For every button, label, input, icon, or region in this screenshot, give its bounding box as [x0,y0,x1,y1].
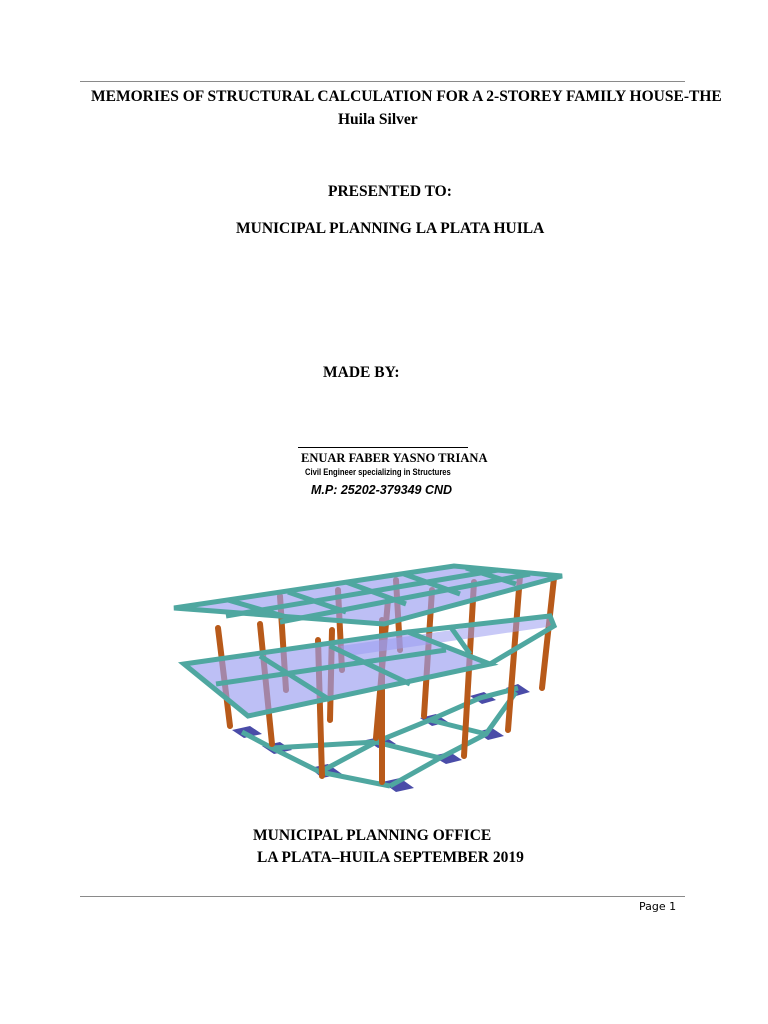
structural-model-illustration [170,560,565,800]
office-name: MUNICIPAL PLANNING OFFICE [253,827,492,844]
made-by-label: MADE BY: [323,364,400,381]
document-title: MEMORIES OF STRUCTURAL CALCULATION FOR A 2-STOREY FAMILY HOUSE-THE [91,88,722,105]
page-number: Page 1 [639,900,677,913]
document-subtitle: Huila Silver [338,111,418,128]
first-floor-slab [184,616,554,716]
roof-slab [174,566,562,624]
author-license: M.P: 25202-379349 CND [311,483,453,497]
presented-to-label: PRESENTED TO: [328,183,452,200]
place-and-date: LA PLATA–HUILA SEPTEMBER 2019 [257,849,524,866]
recipient-name: MUNICIPAL PLANNING LA PLATA HUILA [236,220,545,237]
signature-line [298,447,468,448]
footer-rule [80,896,685,897]
author-name: ENUAR FABER YASNO TRIANA [301,451,488,465]
author-role: Civil Engineer specializing in Structures [305,467,451,477]
header-rule [80,81,685,82]
